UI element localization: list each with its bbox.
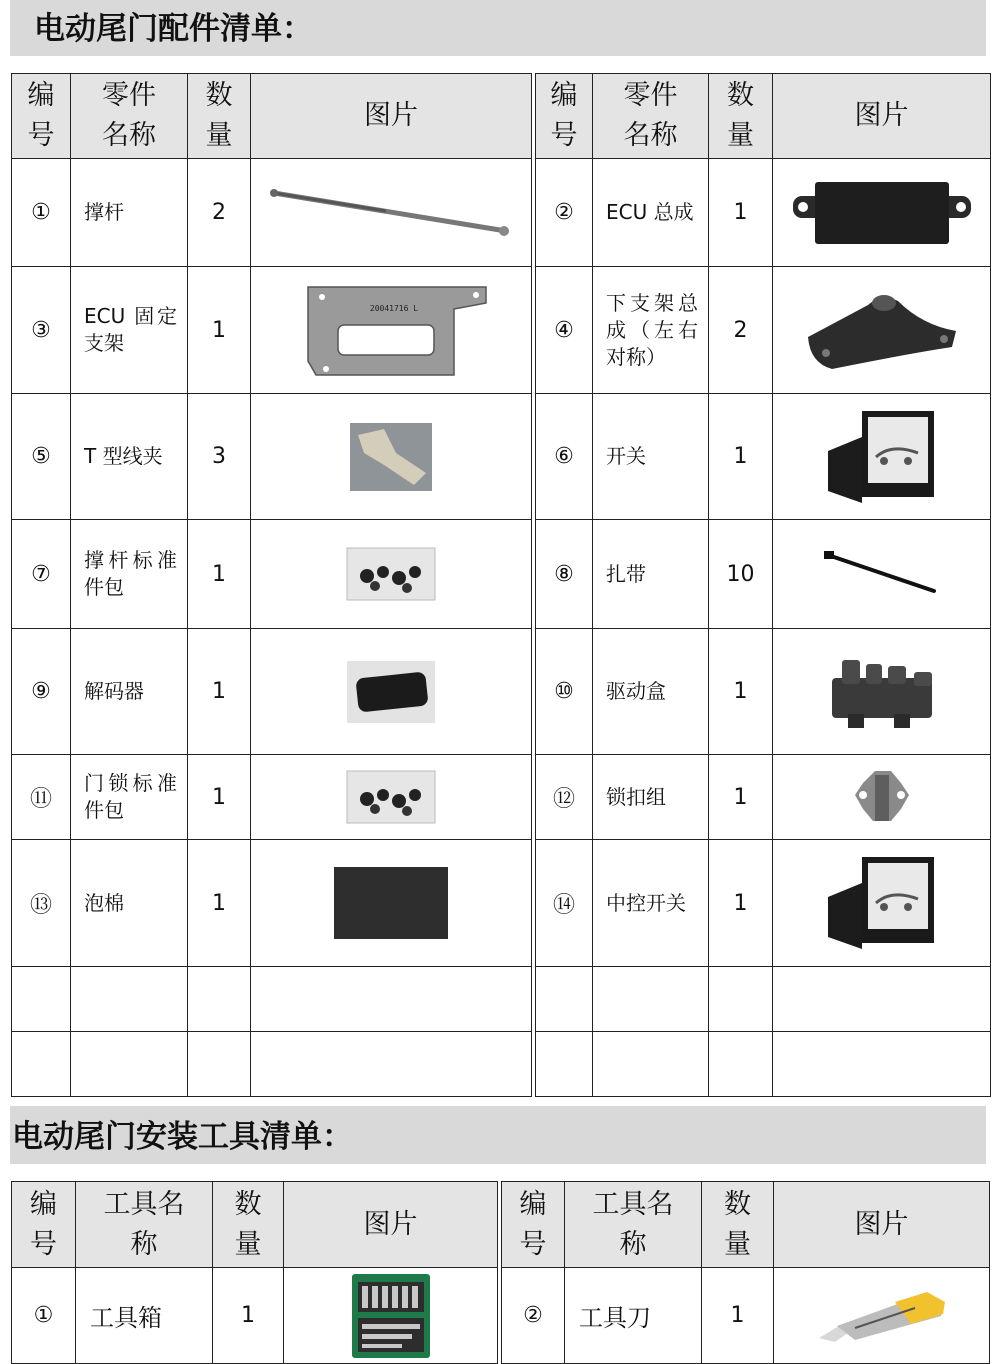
ecu-bracket-icon [286, 275, 496, 385]
header-name: 工具名称 [76, 1182, 213, 1268]
header-qty-right: 数量 [709, 74, 773, 159]
item-qty: 1 [188, 755, 251, 840]
table-row [12, 520, 991, 629]
item-name: 扎带 [593, 520, 709, 629]
header-pic: 图片 [284, 1182, 498, 1268]
cable-tie-icon [822, 549, 942, 599]
item-name: 驱动盒 [593, 629, 709, 755]
lock-hardware-bag-icon [345, 769, 437, 825]
parts-table [11, 73, 991, 1097]
item-qty: 1 [188, 267, 251, 394]
item-num: ⑫ [536, 755, 593, 840]
item-num: ④ [536, 267, 593, 394]
table-row [12, 755, 991, 840]
header-pic-right: 图片 [774, 1182, 990, 1268]
item-name: 锁扣组 [593, 755, 709, 840]
ecu-assembly-icon [787, 178, 977, 248]
utility-knife-icon [815, 1288, 949, 1344]
item-name: 泡棉 [71, 840, 188, 967]
parts-list-title: 电动尾门配件清单： [10, 0, 986, 56]
item-qty: 1 [188, 629, 251, 755]
item-qty: 2 [188, 159, 251, 267]
header-name: 零件名称 [71, 74, 188, 159]
item-name: 中控开关 [593, 840, 709, 967]
item-qty: 1 [709, 840, 773, 967]
item-name: 开关 [593, 394, 709, 520]
table-row [12, 629, 991, 755]
header-name-right: 工具名称 [565, 1182, 702, 1268]
table-row [12, 967, 991, 1032]
t-clip-icon [350, 423, 432, 491]
item-qty: 1 [188, 520, 251, 629]
item-qty: 10 [709, 520, 773, 629]
item-name: T 型线夹 [71, 394, 188, 520]
item-qty: 1 [709, 755, 773, 840]
item-num: ⑦ [12, 520, 71, 629]
strut-icon [266, 183, 516, 243]
item-num: ⑤ [12, 394, 71, 520]
item-num: ⑩ [536, 629, 593, 755]
tool-name: 工具刀 [565, 1268, 702, 1364]
header-num-right: 编号 [502, 1182, 565, 1268]
item-name: ECU 固定支架 [71, 267, 188, 394]
header-num: 编号 [12, 74, 71, 159]
item-num: ⑬ [12, 840, 71, 967]
item-name: 撑杆 [71, 159, 188, 267]
item-name: ECU 总成 [593, 159, 709, 267]
item-num: ⑨ [12, 629, 71, 755]
item-num: ③ [12, 267, 71, 394]
item-num: ⑭ [536, 840, 593, 967]
tool-num: ① [12, 1268, 76, 1364]
switch-icon [822, 407, 942, 507]
item-qty: 1 [709, 394, 773, 520]
tools-header-row [12, 1182, 990, 1268]
item-num: ① [12, 159, 71, 267]
item-num: ⑥ [536, 394, 593, 520]
header-num: 编号 [12, 1182, 76, 1268]
item-qty: 3 [188, 394, 251, 520]
header-qty: 数量 [188, 74, 251, 159]
strut-hardware-bag-icon [345, 546, 437, 602]
header-pic-right: 图片 [773, 74, 991, 159]
tools-list-title: 电动尾门安装工具清单： [10, 1106, 986, 1164]
header-pic: 图片 [251, 74, 532, 159]
item-name: 下支架总成（左右对称） [593, 267, 709, 394]
tool-qty: 1 [702, 1268, 774, 1364]
lower-bracket-icon [802, 285, 962, 375]
item-num: ② [536, 159, 593, 267]
tool-qty: 1 [213, 1268, 284, 1364]
bracket-label-icon: 20041716 L [369, 304, 419, 313]
central-lock-switch-icon [822, 853, 942, 953]
item-qty: 1 [188, 840, 251, 967]
tools-table [11, 1181, 990, 1364]
table-row [12, 1268, 990, 1364]
item-num: ⑪ [12, 755, 71, 840]
item-num: ⑧ [536, 520, 593, 629]
parts-header-row [12, 74, 991, 159]
header-num-right: 编号 [536, 74, 593, 159]
item-name: 撑杆标准件包 [71, 520, 188, 629]
item-qty: 2 [709, 267, 773, 394]
item-name: 门锁标准件包 [71, 755, 188, 840]
table-row [12, 394, 991, 520]
table-row [12, 840, 991, 967]
table-row [12, 159, 991, 267]
header-qty: 数量 [213, 1182, 284, 1268]
table-row [12, 1032, 991, 1097]
foam-icon [334, 867, 448, 939]
item-name: 解码器 [71, 629, 188, 755]
latch-set-icon [851, 765, 913, 829]
header-qty-right: 数量 [702, 1182, 774, 1268]
tool-name: 工具箱 [76, 1268, 213, 1364]
item-qty: 1 [709, 629, 773, 755]
table-row [12, 267, 991, 394]
item-qty: 1 [709, 159, 773, 267]
drive-box-icon [822, 652, 942, 732]
decoder-icon [347, 661, 435, 723]
tool-num: ② [502, 1268, 565, 1364]
toolbox-icon [350, 1272, 432, 1360]
header-name-right: 零件名称 [593, 74, 709, 159]
